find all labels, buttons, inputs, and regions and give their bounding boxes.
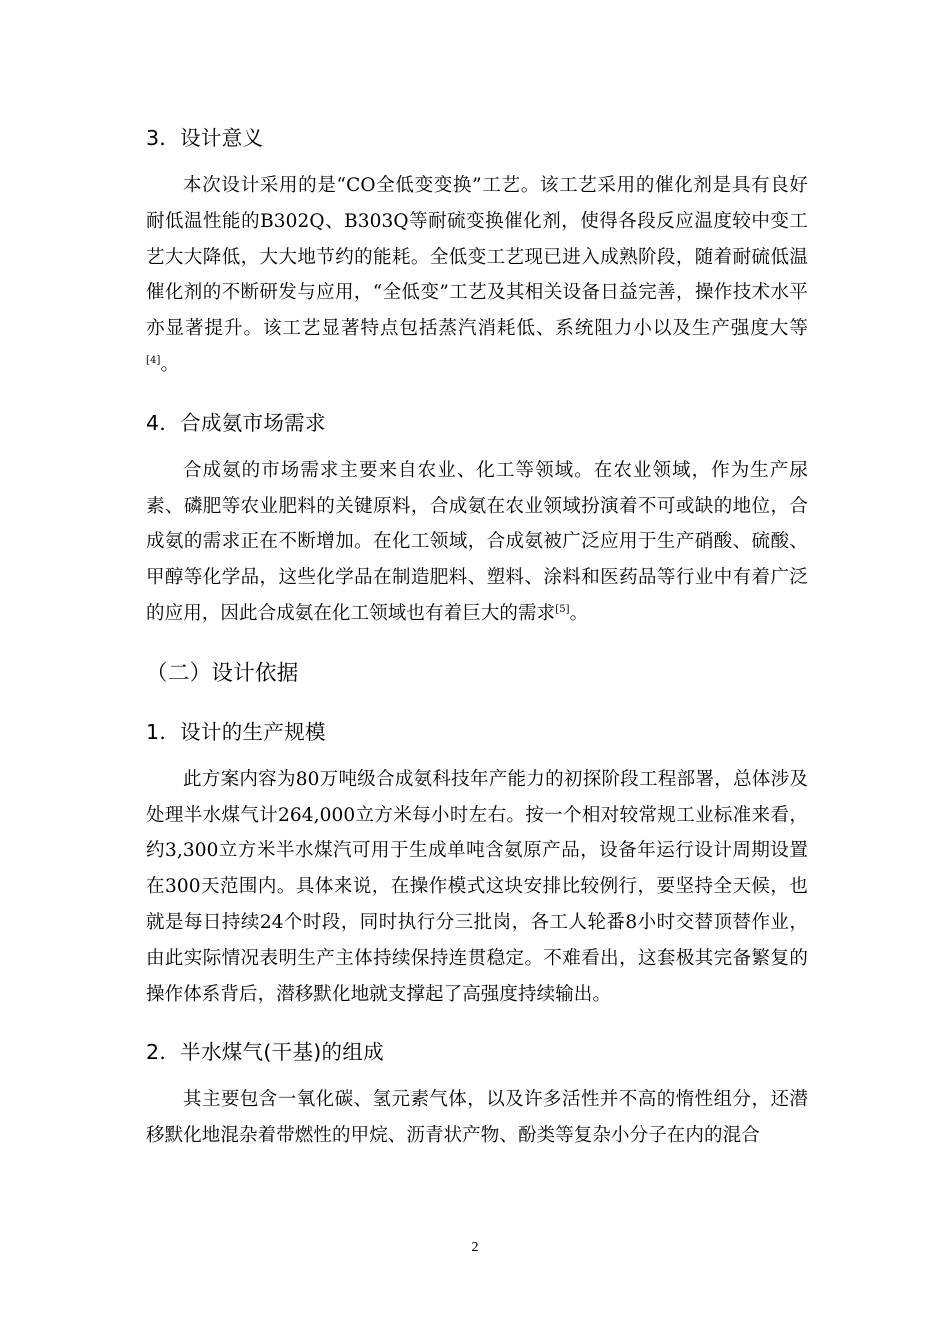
paragraph-tail: 。 bbox=[569, 602, 589, 624]
heading-gas-composition: 2．半水煤气(干基)的组成 bbox=[146, 1040, 384, 1065]
paragraph-text: 本次设计采用的是“CO全低变变换”工艺。该工艺采用的催化剂是具有良好耐低温性能的B302Q、B303Q等耐硫变换催化剂，使得各段反应温度较中变工艺大大降低，大大地节约的能耗。全低变工艺现已进入成熟阶段，随着耐硫低温催化剂的不断研发与应用，“全低变”工艺及其相关设备日益完善，操作技术水平亦显著提升。该工艺显著特点包括蒸汽消耗低、系统阻力小以及生产强度大等 bbox=[146, 175, 808, 340]
paragraph-market-demand bbox=[146, 453, 808, 632]
citation-5: [5] bbox=[555, 603, 570, 615]
heading-design-significance: 3．设计意义 bbox=[146, 126, 264, 150]
paragraph-design-significance bbox=[146, 168, 808, 383]
heading-production-scale: 1．设计的生产规模 bbox=[146, 719, 326, 744]
citation-4: [4] bbox=[146, 354, 161, 366]
section-heading-design-basis: （二）设计依据 bbox=[146, 660, 299, 686]
page-number: 2 bbox=[471, 1240, 479, 1255]
paragraph-production-scale: 此方案内容为80万吨级合成氨科技年产能力的初探阶段工程部署，总体涉及处理半水煤气计264,000立方米每小时左右。按一个相对较常规工业标准来看，约3,300立方米半水煤汽可用于生成单吨含氨原产品，设备年运行设计周期设置在300天范围内。具体来说，在操作模式这块安排比较例行，要坚持全天候，也就是每日持续24个时段，同时执行分三批岗，各工人轮番8小时交替顶替作业，由此实际情况表明生产主体持续保持连贯稳定。不难看出，这套极其完备繁复的操作体系背后，潜移默化地就支撑起了高强度持续输出。 bbox=[146, 768, 808, 1005]
paragraph-tail: 。 bbox=[160, 353, 180, 375]
paragraph-gas-composition: 其主要包含一氧化碳、氢元素气体，以及许多活性并不高的惰性组分，还潜移默化地混杂着带燃性的甲烷、沥青状产物、酚类等复杂小分子在内的混合 bbox=[146, 1089, 808, 1147]
paragraph-text: 合成氨的市场需求主要来自农业、化工等领域。在农业领域，作为生产尿素、磷肥等农业肥料的关键原料，合成氨在农业领域扮演着不可或缺的地位，合成氨的需求正在不断增加。在化工领域，合成氨被广泛应用于生产硝酸、硫酸、甲醇等化学品，这些化学品在制造肥料、塑料、涂料和医药品等行业中有着广泛的应用，因此合成氨在化工领域也有着巨大的需求 bbox=[146, 459, 808, 624]
page-content bbox=[146, 122, 808, 1154]
heading-market-demand: 4．合成氨市场需求 bbox=[146, 410, 326, 435]
